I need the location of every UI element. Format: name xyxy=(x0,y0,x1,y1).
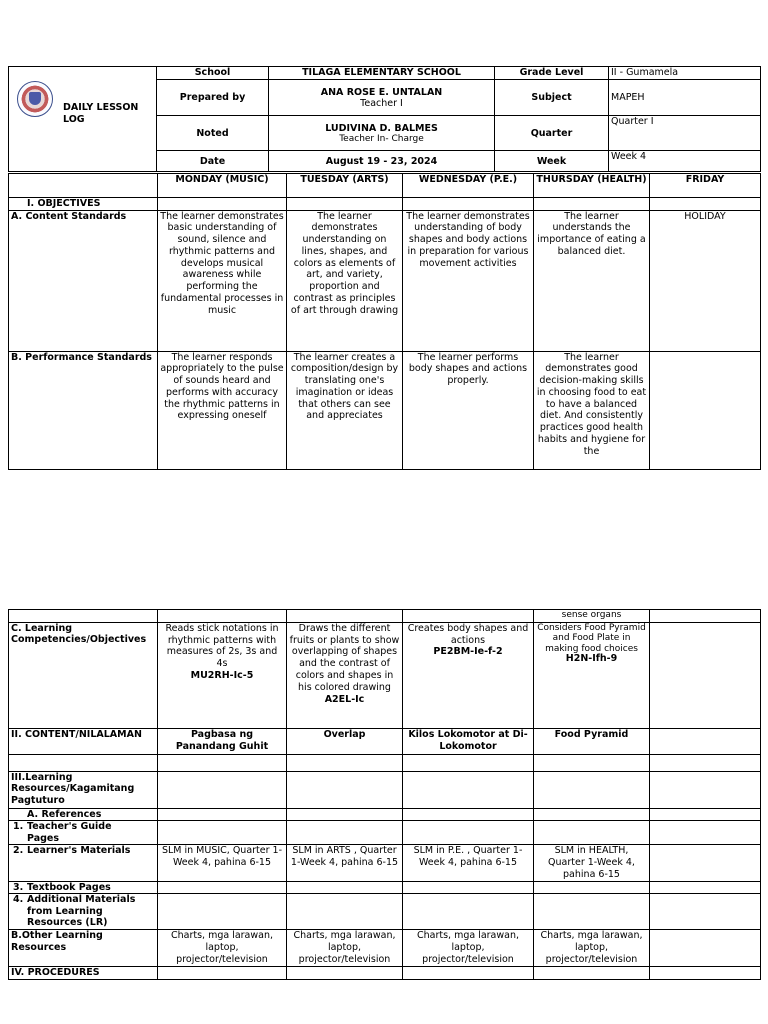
perf-std-wednesday: The learner performs body shapes and actions properly. xyxy=(403,351,534,469)
competencies-label: C. Learning Competencies/Objectives xyxy=(9,622,158,728)
form-title: DAILY LESSON LOG xyxy=(63,102,139,125)
competency-thursday-text: Considers Food Pyramid and Food Plate in making food choices xyxy=(537,622,646,654)
references-heading: A. References xyxy=(9,808,158,821)
other-resources-label: B.Other Learning Resources xyxy=(9,930,158,967)
noted-cell xyxy=(269,116,495,151)
quarter-label: Quarter xyxy=(495,116,609,151)
content-wednesday: Kilos Lokomotor at Di-Lokomotor xyxy=(403,728,534,754)
date-label: Date xyxy=(157,151,269,172)
performance-standards-label: B. Performance Standards xyxy=(9,351,158,469)
other-resources-thursday: Charts, mga larawan, laptop, projector/television xyxy=(534,930,650,967)
competency-monday-code: MU2RH-Ic-5 xyxy=(190,669,254,681)
day-wednesday: WEDNESDAY (P.E.) xyxy=(403,174,534,198)
content-monday: Pagbasa ng Panandang Guhit xyxy=(158,728,287,754)
perf-std-tuesday: The learner creates a composition/design by translating one's imagination or ideas that others can see and appreciates xyxy=(287,351,403,469)
other-resources-wednesday: Charts, mga larawan, laptop, projector/television xyxy=(403,930,534,967)
textbook-pages-label xyxy=(9,881,158,894)
competency-monday xyxy=(158,622,287,728)
day-monday: MONDAY (MUSIC) xyxy=(158,174,287,198)
content-std-monday: The learner demonstrates basic understanding of sound, silence and rhythmic patterns and develops musical awareness while performing the fundamental processes in music xyxy=(158,210,287,351)
prepared-cell xyxy=(269,80,495,116)
competency-monday-text: Reads stick notations in rhythmic patterns with measures of 2s, 3s and 4s xyxy=(165,622,279,670)
teachers-guide-text: Teacher's Guide Pages xyxy=(27,821,112,844)
subject-label: Subject xyxy=(495,80,609,116)
learners-materials-text: Learner's Materials xyxy=(27,845,131,857)
grade-label: Grade Level xyxy=(495,67,609,80)
day-thursday: THURSDAY (HEALTH) xyxy=(534,174,650,198)
noted-label: Noted xyxy=(157,116,269,151)
prepared-label: Prepared by xyxy=(157,80,269,116)
prepared-role: Teacher I xyxy=(360,97,403,109)
logo-cell xyxy=(9,67,157,172)
other-resources-tuesday: Charts, mga larawan, laptop, projector/television xyxy=(287,930,403,967)
lm-thursday: SLM in HEALTH, Quarter 1-Week 4, pahina 6-15 xyxy=(534,845,650,881)
content-std-tuesday: The learner demonstrates understanding on lines, shapes, and colors as elements of art, and variety, proportion and contrast as principles of art through drawing xyxy=(287,210,403,351)
perf-std-thursday: The learner demonstrates good decision-making skills in choosing food to eat to have a balanced diet. And consistently practices good health habits and hygiene for the xyxy=(534,351,650,469)
additional-materials-label xyxy=(9,894,158,930)
grade-value: II - Gumamela xyxy=(609,67,761,80)
lm-tuesday: SLM in ARTS , Quarter 1-Week 4, pahina 6-15 xyxy=(287,845,403,881)
competency-wednesday-code: PE2BM-Ie-f-2 xyxy=(433,646,503,658)
competency-thursday xyxy=(534,622,650,728)
content-std-thursday: The learner understands the importance of eating a balanced diet. xyxy=(534,210,650,351)
competency-tuesday xyxy=(287,622,403,728)
content-std-wednesday: The learner demonstrates understanding of body shapes and body actions in preparation for various movement activities xyxy=(403,210,534,351)
noted-name: LUDIVINA D. BALMES xyxy=(325,122,438,134)
textbook-pages-text: Textbook Pages xyxy=(27,881,111,893)
date-value: August 19 - 23, 2024 xyxy=(269,151,495,172)
corner-cell xyxy=(9,174,158,198)
competency-thursday-code: H2N-Ifh-9 xyxy=(565,653,618,665)
textbook-pages-number: 3. xyxy=(13,881,24,893)
competency-tuesday-code: A2EL-Ic xyxy=(324,693,365,705)
noted-role: Teacher In- Charge xyxy=(339,133,424,144)
lm-wednesday: SLM in P.E. , Quarter 1-Week 4, pahina 6-15 xyxy=(403,845,534,881)
content-standards-label: A. Content Standards xyxy=(9,210,158,351)
content-tuesday: Overlap xyxy=(287,728,403,754)
school-label: School xyxy=(157,67,269,80)
resources-heading: III.Learning Resources/Kagamitang Pagtuturo xyxy=(9,771,158,808)
additional-materials-number: 4. xyxy=(13,894,24,906)
week-label: Week xyxy=(495,151,609,172)
additional-materials-text: Additional Materials from Learning Resources (LR) xyxy=(27,894,136,929)
procedures-heading: IV. PROCEDURES xyxy=(9,967,158,980)
learners-materials-label xyxy=(9,845,158,881)
subject-value: MAPEH xyxy=(609,80,761,116)
lesson-table-page2 xyxy=(8,609,761,980)
content-label: II. CONTENT/NILALAMAN xyxy=(9,728,158,754)
prepared-name: ANA ROSE E. UNTALAN xyxy=(320,86,443,98)
objectives-heading: I. OBJECTIVES xyxy=(9,198,158,211)
deped-seal-icon xyxy=(17,81,53,117)
teachers-guide-label xyxy=(9,821,158,845)
lesson-table-page1 xyxy=(8,173,761,470)
content-thursday: Food Pyramid xyxy=(534,728,650,754)
quarter-value: Quarter I xyxy=(609,116,761,151)
competency-tuesday-text: Draws the different fruits or plants to show overlapping of shapes and the contrast of colors and shapes in his colored drawing xyxy=(289,622,400,693)
perf-std-monday: The learner responds appropriately to the pulse of sounds heard and performs with accuracy the rhythmic patterns in expressing oneself xyxy=(158,351,287,469)
week-value: Week 4 xyxy=(609,151,761,172)
competency-wednesday-text: Creates body shapes and actions xyxy=(407,622,529,646)
thursday-continuation: sense organs xyxy=(534,610,650,623)
day-tuesday: TUESDAY (ARTS) xyxy=(287,174,403,198)
day-friday: FRIDAY xyxy=(650,174,761,198)
learners-materials-number: 2. xyxy=(13,845,24,857)
other-resources-monday: Charts, mga larawan, laptop, projector/television xyxy=(158,930,287,967)
lm-monday: SLM in MUSIC, Quarter 1-Week 4, pahina 6-15 xyxy=(158,845,287,881)
header-table xyxy=(8,66,761,172)
school-value: TILAGA ELEMENTARY SCHOOL xyxy=(269,67,495,80)
teachers-guide-number: 1. xyxy=(13,821,24,833)
perf-std-friday xyxy=(650,351,761,469)
competency-wednesday xyxy=(403,622,534,728)
content-std-friday: HOLIDAY xyxy=(650,210,761,351)
